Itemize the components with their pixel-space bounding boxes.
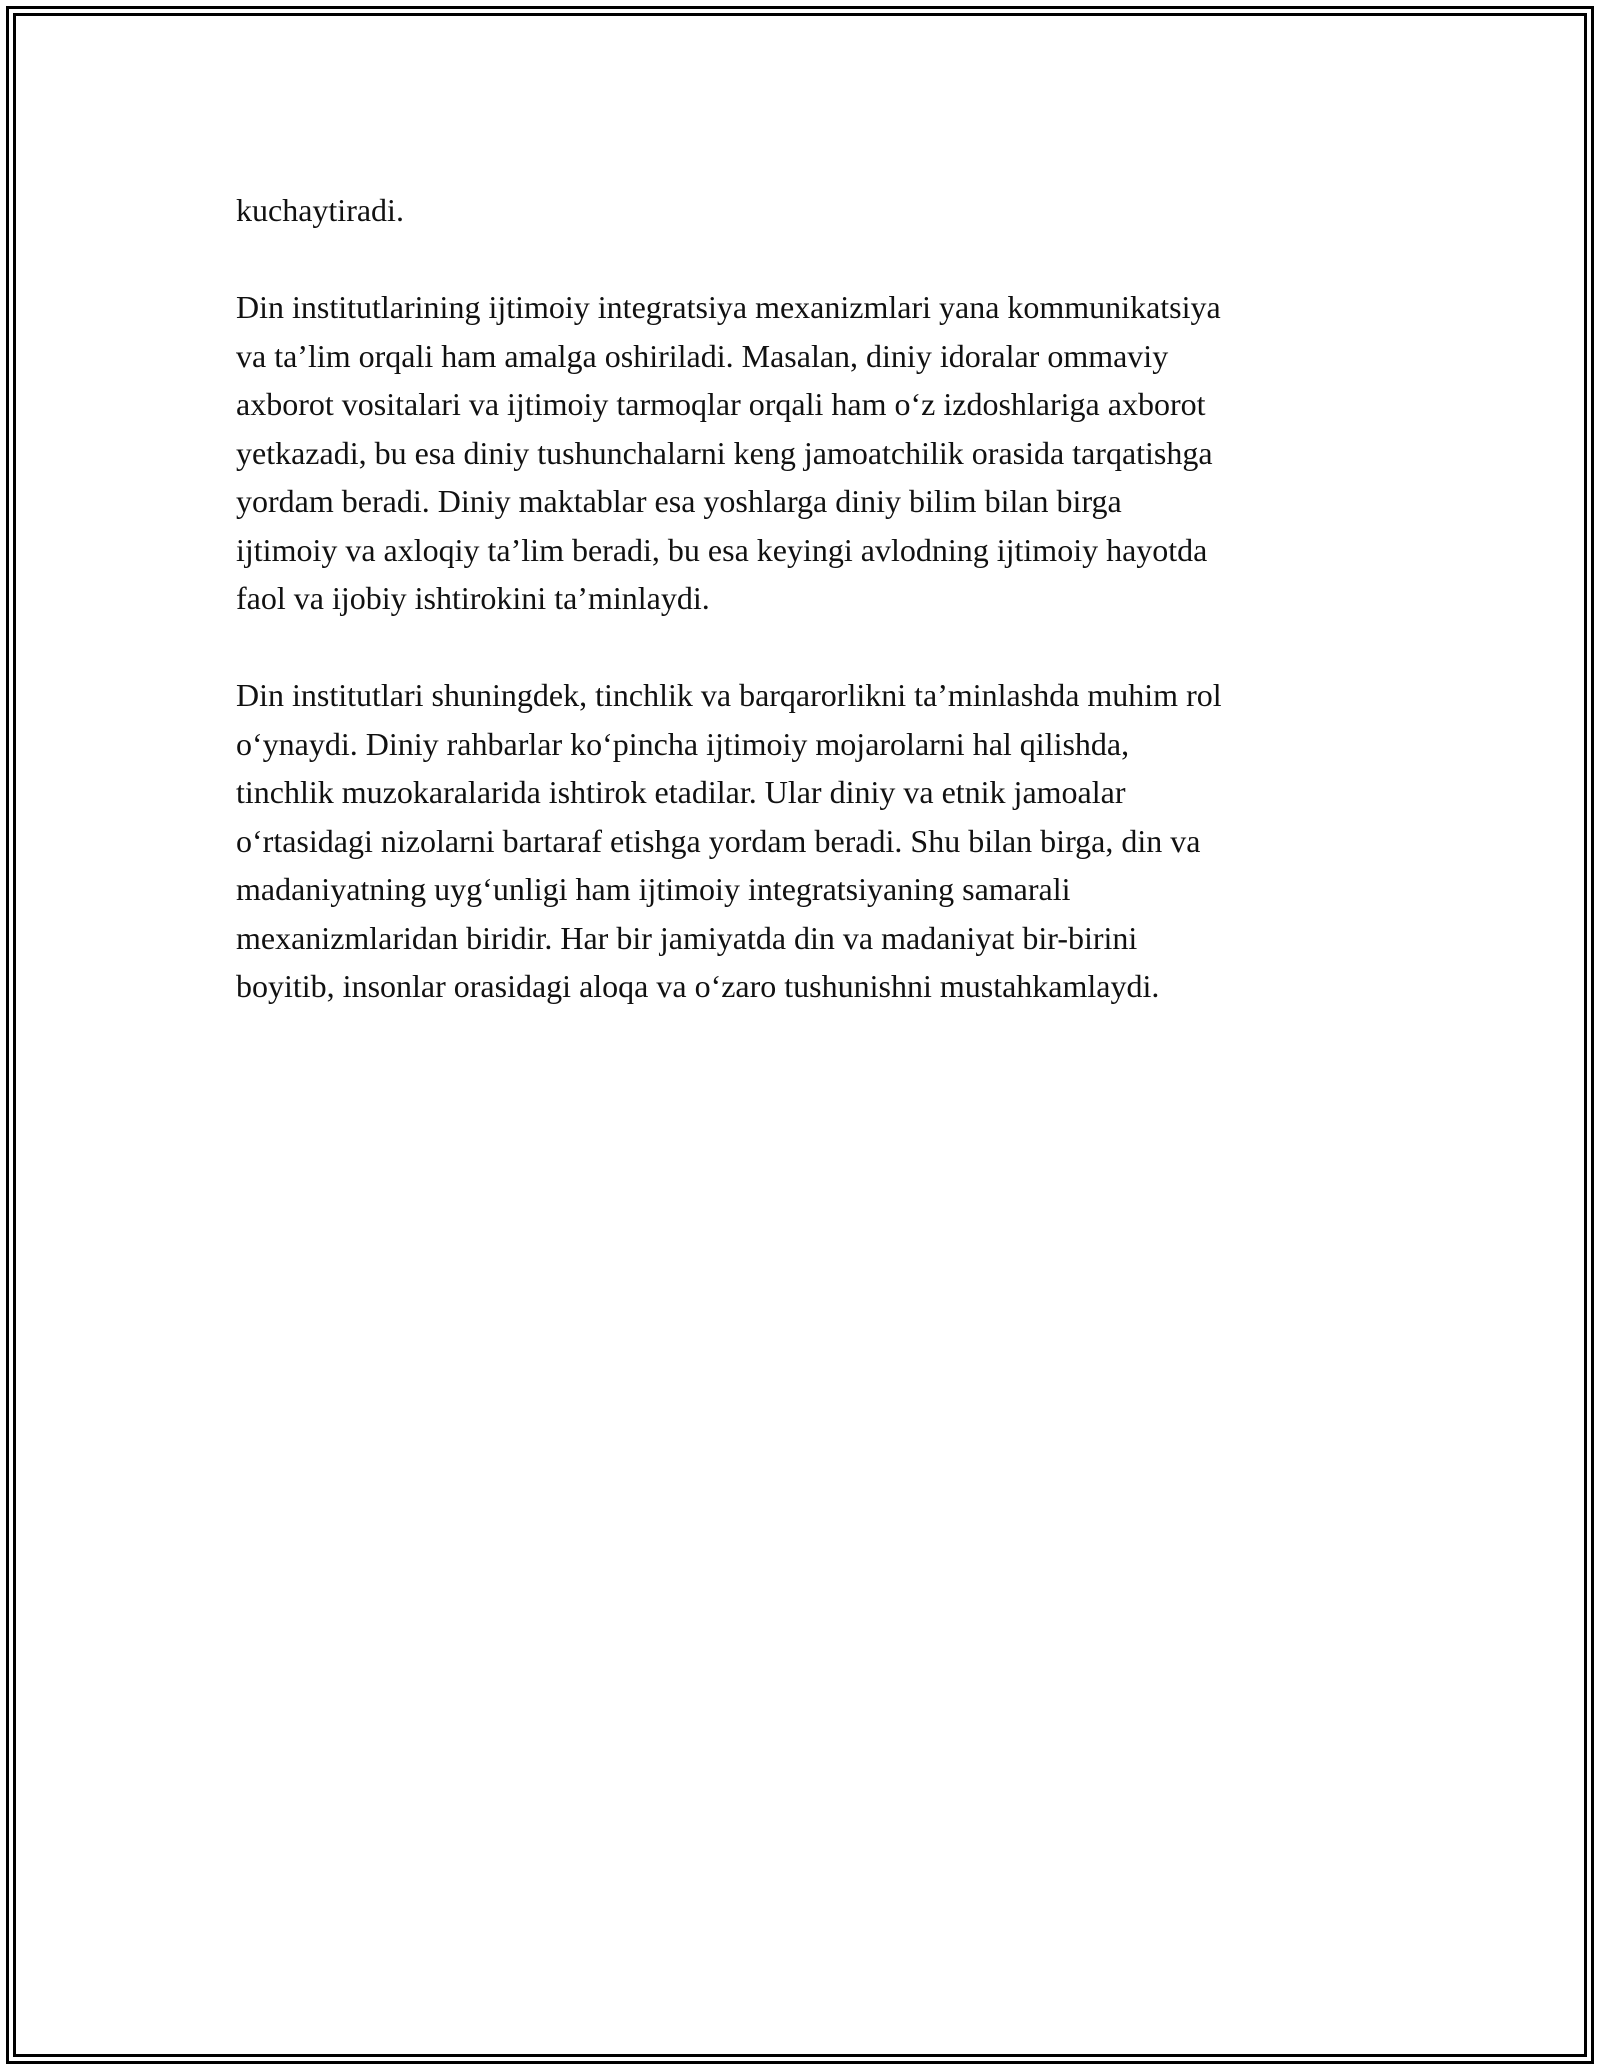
paragraph-line: ijtimoiy va axloqiy ta’lim beradi, bu esa keyingi avlodning ijtimoiy hayotda	[236, 531, 1208, 568]
paragraph-line: tinchlik muzokaralarida ishtirok etadilar. Ular diniy va etnik jamoalar	[236, 774, 1126, 810]
paragraph-line: yetkazadi, bu esa diniy tushunchalarni keng jamoatchilik orasida tarqatishga	[236, 434, 1213, 471]
paragraph-line: kuchaytiradi.	[236, 192, 404, 228]
paragraph-1	[236, 186, 1396, 235]
paragraph-line: boyitib, insonlar orasidagi aloqa va o‘zaro tushunishni mustahkamlaydi.	[236, 968, 1160, 1004]
paragraph-2	[236, 283, 1396, 623]
paragraph-line: o‘ynaydi. Diniy rahbarlar ko‘pincha ijtimoiy mojarolarni hal qilishda,	[236, 725, 1130, 762]
paragraph-line: Din institutlari shuningdek, tinchlik va barqarorlikni ta’minlashda muhim rol	[236, 677, 1222, 713]
document-body	[236, 186, 1396, 1059]
paragraph-3	[236, 671, 1396, 1011]
paragraph-line: mexanizmlaridan biridir. Har bir jamiyatda din va madaniyat bir-birini	[236, 919, 1138, 956]
paragraph-line: yordam beradi. Diniy maktablar esa yoshlarga diniy bilim bilan birga	[236, 483, 1122, 519]
paragraph-line: o‘rtasidagi nizolarni bartaraf etishga yordam beradi. Shu bilan birga, din va	[236, 822, 1201, 859]
paragraph-line: axborot vositalari va ijtimoiy tarmoqlar orqali ham o‘z izdoshlariga axborot	[236, 386, 1206, 422]
paragraph-line: madaniyatning uyg‘unligi ham ijtimoiy integratsiyaning samarali	[236, 871, 1071, 907]
paragraph-line: Din institutlarining ijtimoiy integratsiya mexanizmlari yana kommunikatsiya	[236, 289, 1221, 325]
paragraph-line: faol va ijobiy ishtirokini ta’minlaydi.	[236, 580, 710, 616]
paragraph-line: va ta’lim orqali ham amalga oshiriladi. Masalan, diniy idoralar ommaviy	[236, 337, 1169, 374]
